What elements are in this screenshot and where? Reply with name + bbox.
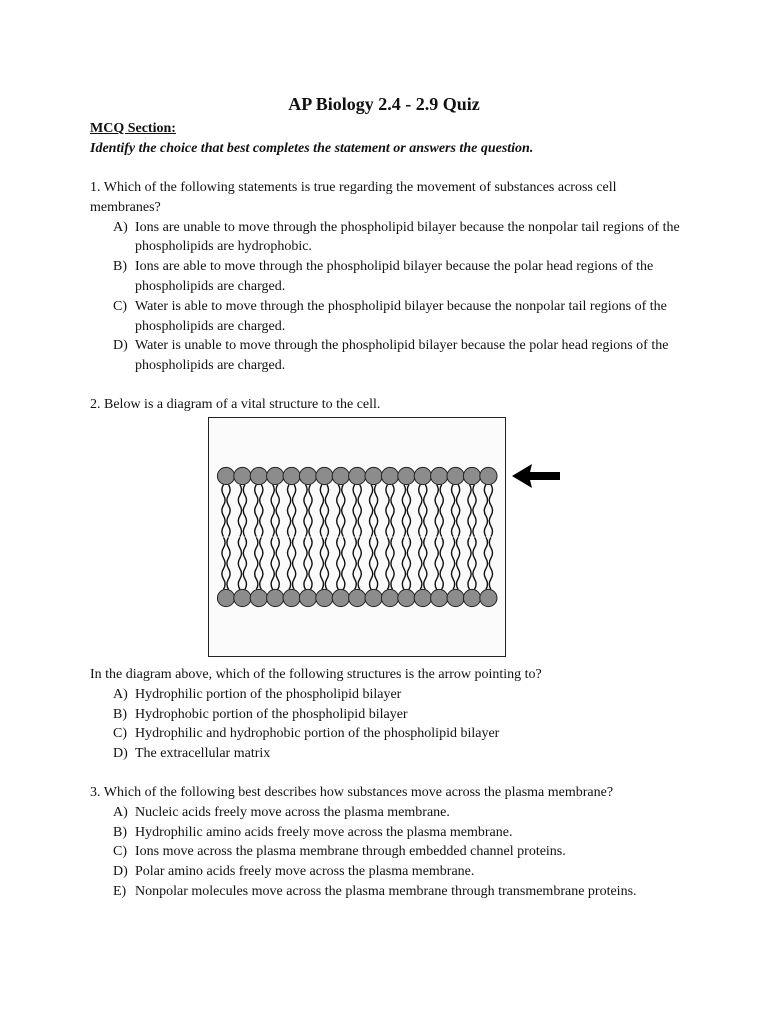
lower-tail-left (452, 537, 455, 589)
upper-tail-left (370, 485, 373, 537)
lower-phosphate-head (447, 589, 464, 606)
upper-phosphate-head (299, 467, 316, 484)
option-d[interactable] (90, 862, 690, 882)
lower-phosphate-head (283, 589, 300, 606)
question-2 (90, 395, 690, 415)
section-heading: MCQ Section: (90, 121, 176, 136)
lower-tail-right (424, 537, 427, 589)
lower-phosphate-head (381, 589, 398, 606)
lower-phosphate-head (463, 589, 480, 606)
upper-tail-right (375, 485, 378, 537)
upper-phosphate-head (332, 467, 349, 484)
page-title: AP Biology 2.4 - 2.9 Quiz (288, 94, 480, 114)
lower-tail-left (484, 537, 487, 589)
option-letter: B) (113, 824, 127, 840)
option-letter: A) (113, 686, 128, 702)
option-letter: C) (113, 844, 127, 860)
upper-tail-left (484, 485, 487, 537)
option-letter: A) (113, 219, 128, 235)
question-1 (90, 178, 690, 376)
lower-tail-left (238, 537, 241, 589)
upper-tail-left (288, 485, 291, 537)
upper-tail-right (309, 485, 312, 537)
option-text: Hydrophilic portion of the phospholipid bilayer (135, 686, 402, 702)
option-letter: B) (113, 259, 127, 275)
upper-phosphate-head (463, 467, 480, 484)
option-letter: D) (113, 746, 128, 762)
upper-tail-right (276, 485, 279, 537)
lower-tail-right (260, 537, 263, 589)
phospholipid-bilayer-diagram (208, 417, 506, 657)
upper-tail-left (452, 485, 455, 537)
option-d[interactable] (90, 336, 690, 376)
upper-tail-right (489, 485, 492, 537)
option-letter: D) (113, 864, 128, 880)
lower-tail-right (391, 537, 394, 589)
upper-tail-left (304, 485, 307, 537)
option-text: Ions are unable to move through the phospholipid bilayer because the nonpolar tail regions of the phospholipids are hydrophobic. (135, 219, 680, 255)
lower-phosphate-head (299, 589, 316, 606)
lower-tail-left (353, 537, 356, 589)
option-list (90, 218, 690, 376)
lower-tail-left (468, 537, 471, 589)
question-followup: In the diagram above, which of the following structures is the arrow pointing to? (90, 667, 542, 682)
lower-phosphate-head (349, 589, 366, 606)
bilayer-svg (209, 418, 505, 656)
upper-phosphate-head (217, 467, 234, 484)
option-letter: C) (113, 298, 127, 314)
upper-tail-right (260, 485, 263, 537)
upper-tail-left (271, 485, 274, 537)
lower-tail-right (440, 537, 443, 589)
upper-phosphate-head (480, 467, 497, 484)
option-letter: B) (113, 706, 127, 722)
lower-tail-left (288, 537, 291, 589)
upper-phosphate-head (349, 467, 366, 484)
lower-tail-left (435, 537, 438, 589)
lower-tail-right (473, 537, 476, 589)
option-text: Water is unable to move through the phospholipid bilayer because the polar head regions of the phospholipids are charged. (135, 338, 669, 374)
upper-tail-left (419, 485, 422, 537)
lower-tail-left (271, 537, 274, 589)
option-c[interactable] (90, 724, 690, 744)
upper-phosphate-head (267, 467, 284, 484)
upper-phosphate-head (381, 467, 398, 484)
upper-tail-left (402, 485, 405, 537)
option-text: The extracellular matrix (135, 746, 271, 762)
upper-phosphate-head (283, 467, 300, 484)
upper-phosphate-head (316, 467, 333, 484)
lower-tail-left (337, 537, 340, 589)
lower-tail-right (325, 537, 328, 589)
lower-tail-right (309, 537, 312, 589)
upper-tail-left (353, 485, 356, 537)
option-list (90, 803, 690, 902)
option-letter: C) (113, 726, 127, 742)
option-b[interactable] (90, 705, 690, 725)
lower-tail-left (255, 537, 258, 589)
upper-tail-left (468, 485, 471, 537)
upper-phosphate-head (250, 467, 267, 484)
lower-phosphate-head (414, 589, 431, 606)
option-text: Nonpolar molecules move across the plasma membrane through transmembrane proteins. (135, 883, 637, 899)
option-text: Water is able to move through the phospholipid bilayer because the nonpolar tail regions of the phospholipids are charged. (135, 298, 667, 334)
question-stem: 2. Below is a diagram of a vital structure to the cell. (90, 397, 381, 412)
lower-tail-left (402, 537, 405, 589)
upper-phosphate-head (414, 467, 431, 484)
lower-tail-right (407, 537, 410, 589)
upper-tail-right (440, 485, 443, 537)
upper-phosphate-head (431, 467, 448, 484)
lower-phosphate-head (250, 589, 267, 606)
lower-tail-right (358, 537, 361, 589)
option-text: Ions move across the plasma membrane through embedded channel proteins. (135, 844, 566, 860)
question-3 (90, 783, 690, 902)
option-text: Polar amino acids freely move across the plasma membrane. (135, 864, 475, 880)
upper-phosphate-head (447, 467, 464, 484)
lower-phosphate-head (431, 589, 448, 606)
upper-phosphate-head (365, 467, 382, 484)
lower-tail-left (320, 537, 323, 589)
option-c[interactable] (90, 842, 690, 862)
upper-tail-left (255, 485, 258, 537)
option-text: Hydrophobic portion of the phospholipid bilayer (135, 706, 408, 722)
option-d[interactable] (90, 744, 690, 764)
lower-phosphate-head (267, 589, 284, 606)
lower-phosphate-head (234, 589, 251, 606)
lower-phosphate-head (332, 589, 349, 606)
option-text: Ions are able to move through the phospholipid bilayer because the polar head regions of the phospholipids are charged. (135, 259, 654, 294)
lower-phosphate-head (398, 589, 415, 606)
upper-tail-left (320, 485, 323, 537)
option-letter: A) (113, 804, 128, 820)
lower-tail-right (375, 537, 378, 589)
lower-tail-right (293, 537, 296, 589)
option-text: Hydrophilic amino acids freely move across the plasma membrane. (135, 824, 513, 840)
lower-tail-left (304, 537, 307, 589)
question-2-prompt (90, 665, 690, 764)
option-c[interactable] (90, 297, 690, 337)
lower-tail-right (489, 537, 492, 589)
option-a[interactable] (90, 803, 690, 823)
upper-tail-left (238, 485, 241, 537)
upper-tail-right (325, 485, 328, 537)
option-e[interactable] (90, 882, 690, 902)
option-text: Hydrophilic and hydrophobic portion of the phospholipid bilayer (135, 726, 500, 742)
upper-tail-right (358, 485, 361, 537)
option-a[interactable] (90, 218, 690, 258)
option-b[interactable] (90, 823, 690, 843)
upper-tail-right (342, 485, 345, 537)
lower-phosphate-head (316, 589, 333, 606)
upper-tail-right (407, 485, 410, 537)
lower-tail-right (342, 537, 345, 589)
option-letter: D) (113, 338, 128, 354)
arrow-pointer-icon (510, 462, 562, 490)
lower-tail-left (222, 537, 225, 589)
lower-phosphate-head (217, 589, 234, 606)
option-letter: E) (113, 883, 127, 899)
upper-tail-right (227, 485, 230, 537)
lower-tail-left (386, 537, 389, 589)
option-text: Nucleic acids freely move across the plasma membrane. (135, 804, 450, 820)
upper-tail-right (293, 485, 296, 537)
upper-tail-right (473, 485, 476, 537)
lower-tail-left (370, 537, 373, 589)
upper-tail-right (457, 485, 460, 537)
lower-tail-left (419, 537, 422, 589)
option-a[interactable] (90, 685, 690, 705)
instructions: Identify the choice that best completes the statement or answers the question. (90, 141, 534, 156)
lower-tail-right (243, 537, 246, 589)
lower-phosphate-head (365, 589, 382, 606)
upper-tail-left (222, 485, 225, 537)
option-list (90, 685, 690, 764)
lower-phosphate-head (480, 589, 497, 606)
upper-tail-right (243, 485, 246, 537)
upper-tail-left (386, 485, 389, 537)
option-b[interactable] (90, 257, 690, 297)
lower-tail-right (227, 537, 230, 589)
upper-tail-left (337, 485, 340, 537)
upper-tail-right (424, 485, 427, 537)
upper-tail-left (435, 485, 438, 537)
upper-phosphate-head (234, 467, 251, 484)
lower-tail-right (276, 537, 279, 589)
question-stem: 1. Which of the following statements is true regarding the movement of substances across cell membranes? (90, 180, 617, 215)
upper-tail-right (391, 485, 394, 537)
upper-phosphate-head (398, 467, 415, 484)
question-stem: 3. Which of the following best describes how substances move across the plasma membrane? (90, 785, 614, 800)
lower-tail-right (457, 537, 460, 589)
